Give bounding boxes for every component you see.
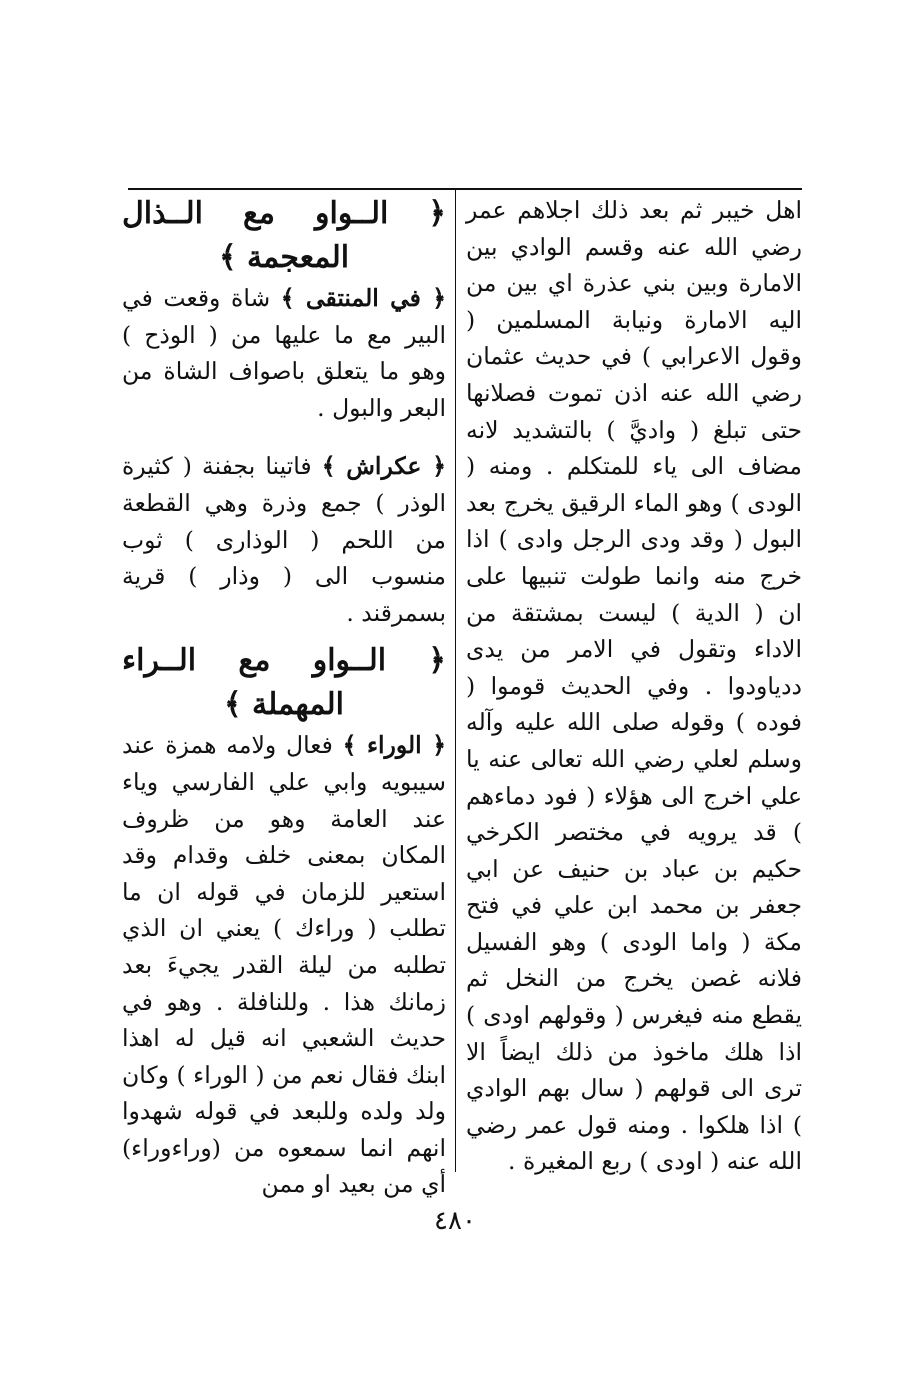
column-divider bbox=[455, 190, 456, 1172]
entry-muntaqa bbox=[122, 280, 446, 426]
entry-text-wara: فعال ولامه همزة عند سيبويه وابي علي الفارسي وياء عند العامة وهو من ظروف المكان بمعنى خلف وقدام وقد استعير للزمان في قوله ان ما تطلب ( وراءك ) يعني ان الذي تطلبه من ليلة القدر يجيءَ بعد زمانك هذا . وللنافلة . وهو في حديث الشعبي انه قيل له اهذا ابنك فقال نعم من ( الوراء ) وكان ولد ولده وللبعد في قوله شهدوا انهم انما سمعوه من (وراءوراء) أي من بعيد او ممن bbox=[122, 731, 446, 1199]
right-column bbox=[466, 192, 802, 1180]
entry-head-muntaqa: ﴿ في المنتقى ﴾ bbox=[280, 284, 446, 312]
entry-text-muntaqa: شاة وقعت في البير مع ما عليها من ( الوذح ) وهو ما يتعلق باصواف الشاة من البعر والبول . bbox=[122, 284, 446, 422]
entry-head-ikrash: ﴿ عكراش ﴾ bbox=[321, 452, 446, 481]
section-heading-ra: ﴿ الــواو مع الــراء المهملة ﴾ bbox=[122, 643, 446, 723]
entry-head-wara: ﴿ الوراء ﴾ bbox=[342, 731, 446, 760]
right-column-text: اهل خيبر ثم بعد ذلك اجلاهم عمر رضي الله عنه وقسم الوادي بين الامارة وبين بني عذرة اي بين من اليه الامارة ونيابة المسلمين ( وقول الاعرابي ) في حديث عثمان رضي الله عنه اذن تموت فصلانها حتى تبلغ ( واديَّ ) بالتشديد لانه مضاف الى ياء للمتكلم . ومنه ( الودى ) وهو الماء الرقيق يخرج بعد البول ( وقد ودى الرجل وادى ) اذا خرج منه وانما طولت تنبيها على ان ( الدية ) ليست بمشتقة من الاداء وتقول في الامر من يدى ددياودوا . وفي الحديث قوموا ( فوده ) وقوله صلى الله عليه وآله وسلم لعلي رضي الله تعالى عنه يا علي اخرج الى هؤلاء ( فود دماءهم ) قد يرويه في مختصر الكرخي حكيم بن عباد بن حنيف عن ابي جعفر بن محمد ابن علي في فتح مكة ( واما الودى ) وهو الفسيل فلانه غصن يخرج من النخل ثم يقطع منه فيغرس ( وقولهم اودى ) اذا هلك ماخوذ من ذلك ايضاً الا ترى الى قولهم ( سال بهم الوادي ) اذا هلكوا . ومنه قول عمر رضي الله عنه ( اودى ) ربع المغيرة . bbox=[466, 196, 802, 1176]
page-number: ٤٨٠ bbox=[434, 1206, 476, 1236]
top-rule bbox=[128, 188, 802, 190]
entry-ikrash bbox=[122, 448, 446, 631]
entry-text-ikrash: فاتينا بجفنة ( كثيرة الوذر ) جمع وذرة وهي القطعة من اللحم ( الوذارى ) ثوب منسوب الى ( وذار ) قرية بسمرقند . bbox=[122, 452, 446, 627]
left-column bbox=[122, 192, 446, 1203]
section-heading-dhal: ﴿ الــواو مع الــذال المعجمة ﴾ bbox=[122, 196, 446, 275]
entry-wara bbox=[122, 727, 446, 1203]
